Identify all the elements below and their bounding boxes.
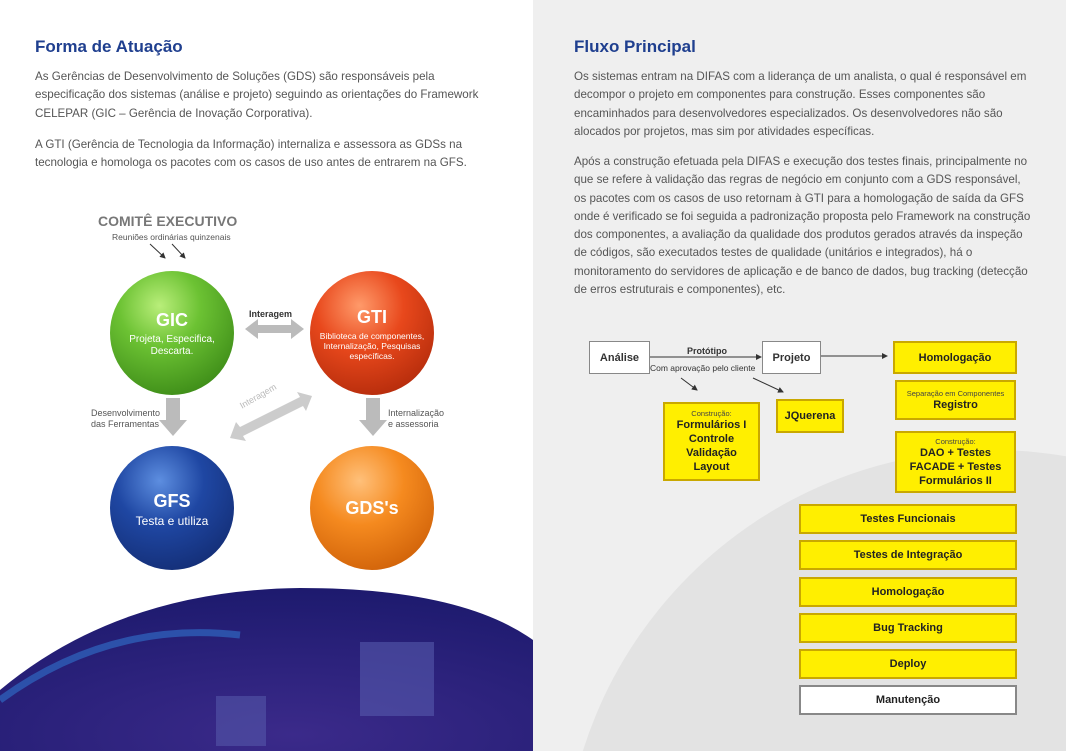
sphere-gfs-desc: Testa e utiliza bbox=[135, 513, 209, 528]
flow-registro bbox=[895, 380, 1016, 420]
flow-jquerena bbox=[776, 399, 844, 433]
left-title: Forma de Atuação bbox=[35, 37, 183, 56]
committee-subtitle: Reuniões ordinárias quinzenais bbox=[112, 232, 231, 242]
flow-prototipo: Protótipo bbox=[687, 346, 727, 356]
committee-title: COMITÊ EXECUTIVO bbox=[98, 213, 238, 229]
flow-form1-line1: Formulários I bbox=[676, 419, 747, 431]
left-paragraph-1: As Gerências de Desenvolvimento de Soluções (GDS) são responsáveis pela especificação dos sistemas (análise e projeto) seguindo as orientações do Framework CELEPAR (GIC – Gerência de Inovação Corporativa). bbox=[35, 70, 479, 120]
flow-stack-4-label: Deploy bbox=[889, 658, 927, 670]
flow-registro-caption: Separação em Componentes bbox=[906, 388, 1005, 398]
flow-homologacao-top bbox=[893, 341, 1017, 374]
flow-testes-integracao bbox=[799, 540, 1017, 570]
flow-jquerena-label: JQuerena bbox=[784, 410, 836, 422]
sphere-gic-title: GIC bbox=[155, 309, 188, 330]
flow-homologacao bbox=[799, 577, 1017, 607]
label-internalizacao-1: Internalização bbox=[388, 408, 445, 418]
flow-dao-line1: DAO + Testes bbox=[919, 446, 992, 459]
flow-form1-line2: Controle bbox=[688, 433, 735, 445]
flow-dao bbox=[895, 431, 1016, 493]
right-paragraph-2: Após a construção efetuada pela DIFAS e execução dos testes finais, principalmente no que se refere à validação das regras de negócio em conjunto com a GDS responsável, os pacotes com os casos de uso retornam à GTI para a homologação de saída da GFS onde é verificado se foi seguida a padronização proposta pelo Framework na construção dos componentes, a avaliação da qualidade dos produtos gerados através da inspeção de códigos, são executados testes de qualidade (unitários e integrados), há o monitoramento do servidores de aplicação e de banco de dados, bug tracking (detecção de erros estruturais e componentes), etc. bbox=[574, 155, 1031, 297]
flow-form1-line3: Validação bbox=[686, 447, 737, 459]
sphere-gti bbox=[310, 271, 434, 395]
label-interagem-diagonal: Interagem bbox=[238, 381, 279, 411]
flow-manutencao bbox=[799, 685, 1017, 715]
left-paragraph-2: A GTI (Gerência de Tecnologia da Informação) internaliza e assessora as GDSs na tecnologia e homologa os pacotes com os casos de uso antes de entrarem na GFS. bbox=[35, 138, 467, 170]
flow-stack-2-label: Homologação bbox=[871, 586, 945, 598]
flow-manutencao-label: Manutenção bbox=[875, 694, 941, 706]
sphere-gfs bbox=[110, 446, 234, 570]
sphere-gti-desc: Biblioteca de componentes, Internalização, Pesquisas específicas. bbox=[319, 330, 425, 361]
right-paragraph-1: Os sistemas entram na DIFAS com a liderança de um analista, o qual é responsável em decompor o projeto em componentes para construção. Esses componentes são encaminhados para desenvolvedores especializados. Os desenvolvedores não são alocados por projetos, mas sim por atividades específicas. bbox=[574, 70, 1027, 138]
flow-stack-1-label: Testes de Integração bbox=[853, 549, 963, 561]
flow-bug-tracking bbox=[799, 613, 1017, 643]
sphere-gfs-title: GFS bbox=[153, 490, 191, 511]
flow-formularios-1 bbox=[663, 402, 760, 481]
label-interagem: Interagem bbox=[249, 309, 293, 319]
flow-dao-line3: Formulários II bbox=[919, 474, 992, 487]
right-title: Fluxo Principal bbox=[574, 37, 696, 56]
label-desenvolvimento-1: Desenvolvimento bbox=[91, 408, 161, 418]
flow-stack-3-label: Bug Tracking bbox=[873, 622, 943, 634]
diagram-arrows bbox=[0, 0, 533, 580]
sphere-gds bbox=[310, 446, 434, 570]
flow-stack-0-label: Testes Funcionais bbox=[860, 513, 956, 525]
flow-analise: Análise bbox=[589, 341, 650, 374]
sphere-gti-title: GTI bbox=[357, 306, 387, 327]
flow-deploy bbox=[799, 649, 1017, 679]
right-page bbox=[533, 0, 1066, 751]
flow-dao-line2: FACADE + Testes bbox=[909, 460, 1002, 473]
flow-formularios-1-caption: Construção: bbox=[691, 409, 732, 418]
flow-registro-label: Registro bbox=[933, 398, 978, 411]
label-desenvolvimento-2: das Ferramentas bbox=[91, 419, 160, 429]
flow-homologacao-top-label: Homologação bbox=[918, 351, 992, 364]
sphere-gds-title: GDS's bbox=[345, 498, 399, 518]
label-internalizacao-2: e assessoria bbox=[388, 419, 439, 429]
flow-aprovacao: Com aprovação pelo cliente bbox=[650, 363, 756, 373]
flow-form1-line4: Layout bbox=[693, 461, 730, 473]
sphere-gic bbox=[110, 271, 234, 395]
sphere-gic-desc: Projeta, Especifica, Descarta. bbox=[129, 333, 215, 357]
decorative-swoosh bbox=[0, 580, 533, 751]
flow-projeto: Projeto bbox=[762, 341, 821, 374]
flow-dao-caption: Construção: bbox=[935, 436, 976, 446]
flow-testes-funcionais bbox=[799, 504, 1017, 534]
